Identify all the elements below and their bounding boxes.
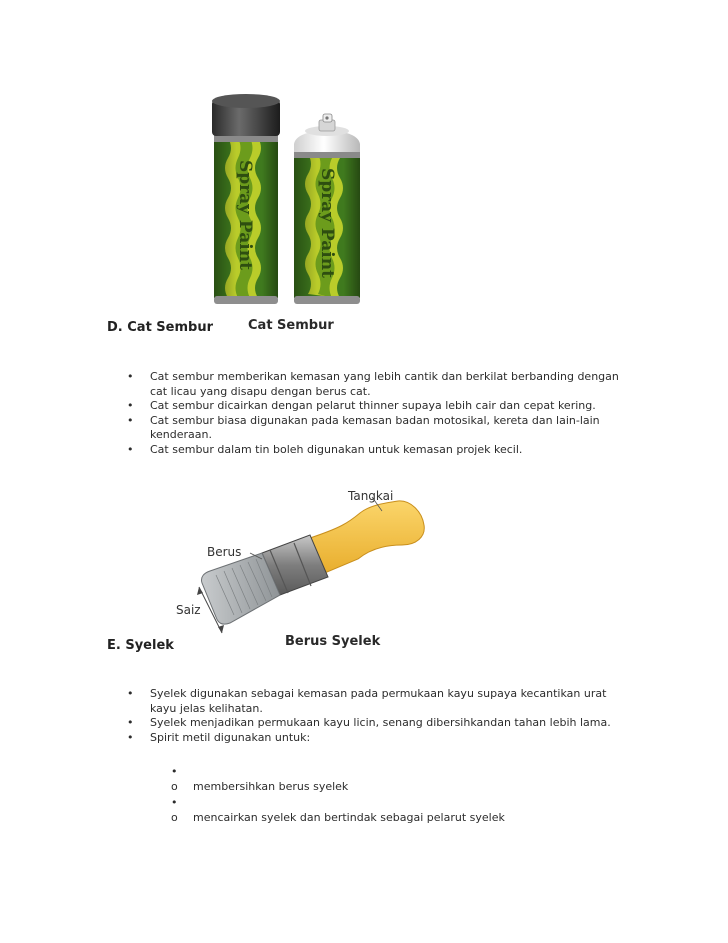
sub-list-marker: •	[171, 796, 178, 809]
bullet-item: • Cat sembur dicairkan dengan pelarut thinner supaya lebih cair dan cepat kering.	[127, 399, 622, 414]
can-label-left: Spray Paint	[235, 160, 255, 270]
bullet-item: • Spirit metil digunakan untuk:	[127, 731, 622, 746]
section-d-bullet-list	[127, 370, 622, 457]
figure-caption-cat-sembur: Cat Sembur	[248, 318, 334, 333]
section-d-heading: D. Cat Sembur	[107, 320, 214, 335]
section-e-heading: E. Syelek	[107, 638, 174, 653]
spray-can-right	[294, 114, 360, 304]
sub-list-marker: o	[171, 811, 178, 824]
bullet-item: • Cat sembur memberikan kemasan yang lebih cantik dan berkilat berbanding dengan cat licau yang disapu dengan berus cat.	[127, 370, 622, 399]
label-berus: Berus	[207, 545, 242, 559]
label-saiz: Saiz	[176, 603, 201, 617]
spray-can-left	[212, 94, 280, 304]
can-label-right: Spray Paint	[317, 168, 337, 278]
label-tangkai: Tangkai	[348, 489, 394, 503]
bullet-item: • Syelek digunakan sebagai kemasan pada permukaan kayu supaya kecantikan urat kayu jelas kelihatan.	[127, 687, 622, 716]
spray-paint-illustration	[200, 90, 380, 315]
figure-caption-berus-syelek: Berus Syelek	[285, 634, 381, 649]
sub-list-text: mencairkan syelek dan bertindak sebagai pelarut syelek	[193, 811, 505, 824]
bullet-item: • Cat sembur dalam tin boleh digunakan untuk kemasan projek kecil.	[127, 443, 622, 458]
sub-list-marker: o	[171, 780, 178, 793]
bullet-item: • Cat sembur biasa digunakan pada kemasan badan motosikal, kereta dan lain-lain kenderaan.	[127, 414, 622, 443]
brush-handle	[310, 501, 424, 575]
shellac-brush-illustration	[170, 483, 440, 638]
sub-list-text: membersihkan berus syelek	[193, 780, 349, 793]
bullet-item: • Syelek menjadikan permukaan kayu licin, senang dibersihkandan tahan lebih lama.	[127, 716, 622, 731]
section-e-bullet-list	[127, 687, 622, 745]
sub-list-marker: •	[171, 765, 178, 778]
